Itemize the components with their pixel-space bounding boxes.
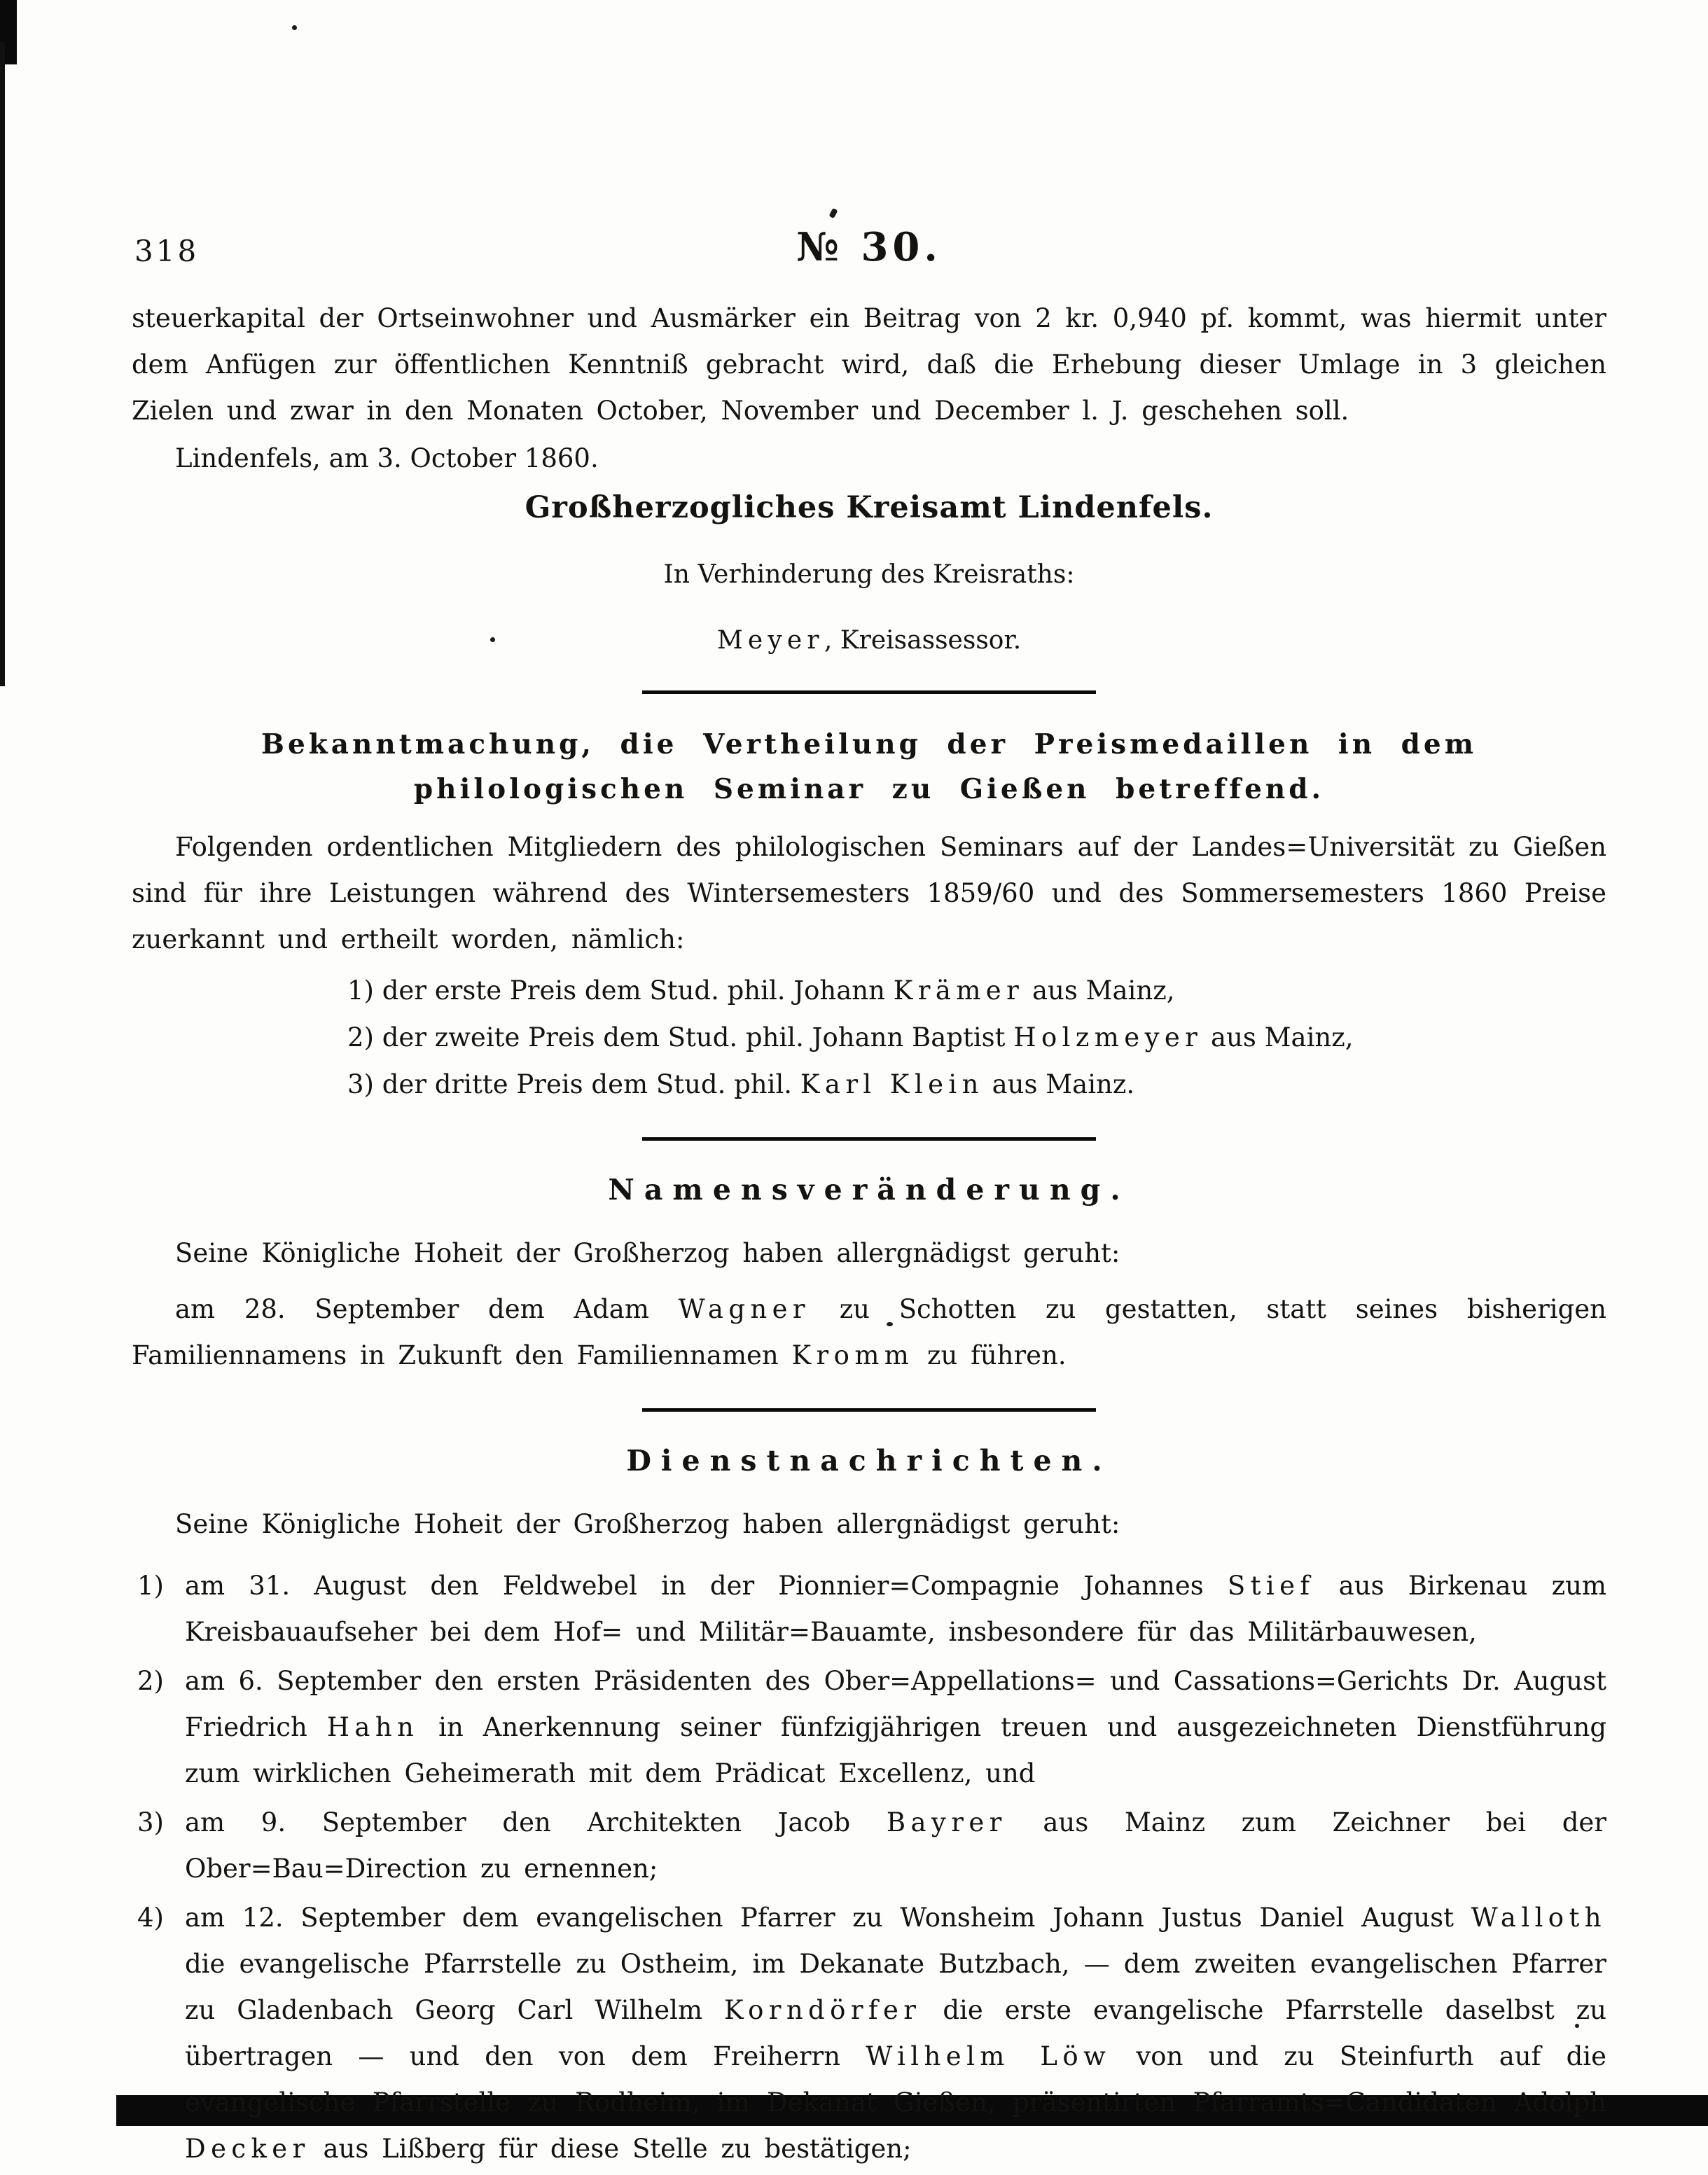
- appointment-item: [132, 1895, 1606, 2172]
- text-segment: 3) der dritte Preis dem Stud. phil.: [347, 1069, 800, 1099]
- scan-speck: [292, 25, 297, 30]
- section-divider: [642, 690, 1096, 694]
- item-number: 1): [137, 1571, 164, 1601]
- appointment-item: [132, 1658, 1606, 1797]
- item-text: [185, 1895, 1606, 2172]
- text-segment: am 9. September den Architekten Jacob: [185, 1807, 887, 1837]
- text-segment: am 6. September den ersten Präsidenten des Ober=Appellations= und Cassations=Gerichts Dr. August Friedrich: [185, 1666, 1606, 1742]
- dateline: Lindenfels, am 3. October 1860.: [175, 443, 599, 473]
- text-segment: aus Mainz zum Zeichner bei der Ober=Bau=Direction zu ernennen;: [185, 1807, 1606, 1884]
- spaced-name: Karl Klein: [800, 1069, 984, 1099]
- text-segment: die evangelische Pfarrstelle zu Ostheim, im Dekanate Butzbach, — dem zweiten evangelischen Pfarrer zu Gladenbach Georg Carl Wilhelm: [185, 1949, 1606, 2025]
- prize-item: [347, 967, 1606, 1014]
- text-segment: zu Schotten zu gestatten, statt seines bisherigen Familiennamens in Zukunft den Familiennamen: [132, 1294, 1606, 1370]
- item-text: [185, 1658, 1606, 1797]
- signature-organization: Großherzogliches Kreisamt Lindenfels.: [525, 490, 1214, 525]
- spacer: [132, 1548, 1606, 1557]
- item-number: 4): [137, 1903, 164, 1933]
- spaced-name: Stief: [1227, 1571, 1315, 1601]
- text-segment: am 28. September dem Adam: [175, 1294, 679, 1324]
- prize-item: [347, 1061, 1606, 1108]
- item-number: 2): [137, 1666, 164, 1696]
- scan-artifact-left-edge-line: [0, 42, 5, 686]
- spaced-name: Krämer: [893, 975, 1025, 1006]
- section-heading: Dienstnachrichten.: [626, 1444, 1112, 1478]
- section-heading: Bekanntmachung, die Vertheilung der Preismedaillen in dem philologischen Seminar zu Gießen betreffend.: [261, 728, 1478, 805]
- text-segment: aus Mainz,: [1202, 1022, 1354, 1052]
- text-segment: 2) der zweite Preis dem Stud. phil. Johann Baptist: [347, 1022, 1014, 1052]
- spaced-name: Korndörfer: [724, 1995, 922, 2025]
- spaced-name: Walloth: [1471, 1903, 1606, 1933]
- spaced-name: Bayrer: [886, 1807, 1007, 1837]
- spaced-name: Wagner: [678, 1294, 811, 1324]
- text-segment: aus Lißberg für diese Stelle zu bestätigen;: [310, 2134, 912, 2164]
- item-text: [185, 1800, 1606, 1892]
- continuation-paragraph: steuerkapital der Ortseinwohner und Ausmärker ein Beitrag von 2 kr. 0,940 pf. kommt, was hiermit unter dem Anfügen zur öffentlichen Kenntniß gebracht wird, daß die Erhebung dieser Umlage in 3 gleichen Zielen und zwar in den Monaten October, November und December l. J. geschehen soll.: [132, 303, 1606, 426]
- page-content: [132, 224, 1606, 2175]
- text-segment: aus Birkenau zum Kreisbauaufseher bei dem Hof= und Militär=Bauamte, insbesondere für das Militärbauwesen,: [185, 1571, 1606, 1647]
- page-number: 318: [134, 234, 200, 268]
- text-segment: 1) der erste Preis dem Stud. phil. Johann: [347, 975, 894, 1006]
- text-segment: zu führen.: [914, 1340, 1067, 1370]
- appointment-item: [132, 1800, 1606, 1892]
- signature-name: [132, 620, 1606, 661]
- text-segment: aus Mainz,: [1024, 975, 1175, 1006]
- spaced-name: Wilhelm Löw: [866, 2041, 1111, 2071]
- appointments-list: [132, 1563, 1606, 2172]
- section-divider: [642, 1408, 1096, 1412]
- section-name-change: [132, 1169, 1606, 1379]
- prize-item: [347, 1014, 1606, 1061]
- spaced-name: Kromm: [791, 1340, 915, 1370]
- section-service-news: [132, 1440, 1606, 2172]
- spaced-name: Decker: [185, 2134, 310, 2164]
- text-segment: am 31. August den Feldwebel in der Pionnier=Compagnie Johannes: [185, 1571, 1228, 1601]
- scan-speck: [828, 208, 838, 218]
- issue-number: № 30.: [796, 224, 942, 270]
- section-prize-announcement: [132, 722, 1606, 1108]
- prize-list: [347, 967, 1606, 1108]
- spacer: [132, 1277, 1606, 1286]
- spaced-name: Holzmeyer: [1013, 1022, 1203, 1052]
- appointment-item: [132, 1563, 1606, 1655]
- section-heading: Namensveränderung.: [608, 1173, 1130, 1207]
- item-text: [185, 1563, 1606, 1655]
- page-header: [132, 224, 1606, 277]
- text-segment: , Kreisassessor.: [824, 626, 1022, 655]
- spaced-name: Meyer: [716, 626, 824, 655]
- spaced-name: Hahn: [326, 1712, 419, 1742]
- section-divider: [642, 1137, 1096, 1141]
- item-number: 3): [137, 1807, 164, 1837]
- text-segment: die erste evangelische Pfarrstelle daselbst zu übertragen — und den von dem Freiherrn: [185, 1995, 1607, 2071]
- text-segment: aus Mainz.: [983, 1069, 1135, 1099]
- service-news-intro: Seine Königliche Hoheit der Großherzog haben allergnädigst geruht:: [175, 1509, 1120, 1539]
- name-change-paragraph: [132, 1286, 1606, 1379]
- section-continuation: [132, 296, 1606, 661]
- text-segment: in Anerkennung seiner fünfzigjährigen treuen und ausgezeichneten Dienstführung zum wirklichen Geheimerath mit dem Prädicat Excellenz, und: [185, 1712, 1607, 1788]
- prize-intro-paragraph: Folgenden ordentlichen Mitgliedern des philologischen Seminars auf der Landes=Universität zu Gießen sind für ihre Leistungen während des Wintersemesters 1859/60 und des Sommersemesters 1860 Preise zuerkannt und ertheilt worden, nämlich:: [132, 832, 1606, 954]
- name-change-intro: Seine Königliche Hoheit der Großherzog haben allergnädigst geruht:: [175, 1238, 1120, 1268]
- text-segment: von und zu Steinfurth auf die evangelische Pfarrstelle zu Rodheim, im Dekanat Gießen, präsentirten Pfarramts=Candidaten Adolph: [185, 2041, 1606, 2118]
- text-segment: am 12. September dem evangelischen Pfarrer zu Wonsheim Johann Justus Daniel August: [185, 1903, 1471, 1933]
- signature-role: In Verhinderung des Kreisraths:: [663, 560, 1075, 589]
